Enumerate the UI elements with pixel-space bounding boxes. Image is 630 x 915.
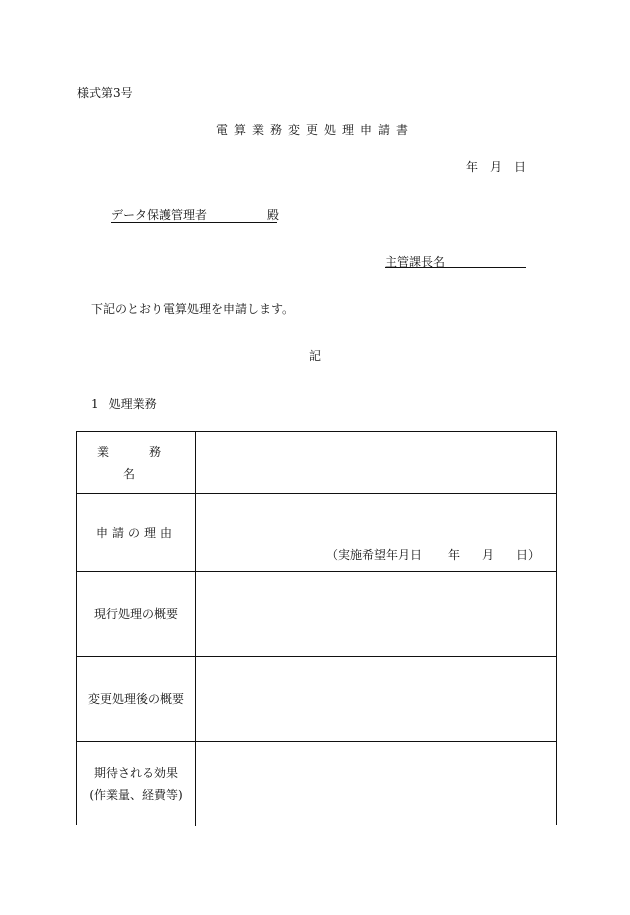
label-business-name: 業 務 名 [77, 432, 196, 493]
section-number: 1 [91, 397, 99, 411]
expected-effect-field[interactable] [196, 742, 556, 826]
business-name-field[interactable] [196, 432, 556, 493]
request-statement: 下記のとおり電算処理を申請します。 [91, 302, 295, 316]
label-expected-effect: 期待される効果 (作業量、経費等) [77, 742, 196, 826]
ki-heading: 記 [308, 349, 321, 363]
manager-name-label: 主管課長名 [385, 255, 446, 269]
section-title: 処理業務 [108, 397, 157, 411]
table-row [77, 742, 556, 826]
reason-field[interactable] [196, 494, 556, 571]
date-line: 年 月 日 [466, 160, 527, 174]
label-reason: 申請の理由 [77, 494, 196, 571]
current-process-field[interactable] [196, 572, 556, 656]
table-row [77, 432, 556, 494]
label-changed-process: 変更処理後の概要 [77, 657, 196, 741]
section-heading [91, 398, 157, 410]
implementation-date: （実施希望年月日 年 月 日） [325, 548, 540, 562]
table-row [77, 657, 556, 742]
form-table [76, 431, 557, 825]
table-row [77, 494, 556, 572]
manager-name-field[interactable] [385, 267, 526, 268]
addressee-honorific: 殿 [267, 208, 280, 222]
label-current-process: 現行処理の概要 [77, 572, 196, 656]
addressee [111, 209, 279, 221]
form-number: 様式第3号 [77, 86, 133, 100]
addressee-underline [111, 222, 277, 223]
table-row [77, 572, 556, 657]
document-title: 電算業務変更処理申請書 [215, 123, 414, 137]
addressee-name: データ保護管理者 [111, 208, 208, 222]
changed-process-field[interactable] [196, 657, 556, 741]
